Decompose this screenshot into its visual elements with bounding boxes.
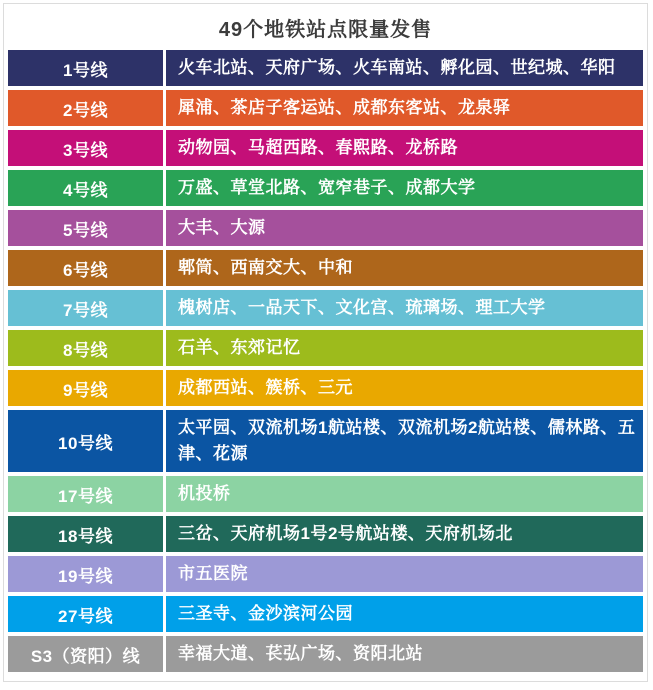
line-label: 4号线 (8, 170, 163, 206)
table-row (8, 410, 643, 472)
page-title: 49个地铁站点限量发售 (218, 18, 433, 41)
line-label: 6号线 (8, 250, 163, 286)
stations-text: 火车北站、天府广场、火车南站、孵化园、世纪城、华阳 (166, 50, 643, 86)
metro-lines-table (8, 50, 643, 672)
table-row (8, 516, 643, 552)
table-row (8, 130, 643, 166)
table-row (8, 476, 643, 512)
line-label: S3（资阳）线 (8, 636, 163, 672)
line-label: 3号线 (8, 130, 163, 166)
stations-text: 机投桥 (166, 476, 643, 512)
stations-text: 幸福大道、苌弘广场、资阳北站 (166, 636, 643, 672)
metro-limited-sale-card (3, 3, 648, 682)
line-label: 8号线 (8, 330, 163, 366)
stations-text: 石羊、东郊记忆 (166, 330, 643, 366)
line-label: 5号线 (8, 210, 163, 246)
stations-text: 三岔、天府机场1号2号航站楼、天府机场北 (166, 516, 643, 552)
line-label: 7号线 (8, 290, 163, 326)
table-row (8, 90, 643, 126)
stations-text: 万盛、草堂北路、宽窄巷子、成都大学 (166, 170, 643, 206)
stations-text: 犀浦、茶店子客运站、成都东客站、龙泉驿 (166, 90, 643, 126)
table-row (8, 556, 643, 592)
table-row (8, 170, 643, 206)
line-label: 2号线 (8, 90, 163, 126)
table-row (8, 370, 643, 406)
table-row (8, 636, 643, 672)
table-row (8, 250, 643, 286)
table-row (8, 290, 643, 326)
line-label: 19号线 (8, 556, 163, 592)
stations-text: 动物园、马超西路、春熙路、龙桥路 (166, 130, 643, 166)
table-row (8, 330, 643, 366)
stations-text: 市五医院 (166, 556, 643, 592)
line-label: 1号线 (8, 50, 163, 86)
stations-text: 郫筒、西南交大、中和 (166, 250, 643, 286)
stations-text: 大丰、大源 (166, 210, 643, 246)
stations-text: 太平园、双流机场1航站楼、双流机场2航站楼、儒林路、五津、花源 (166, 410, 643, 472)
line-label: 10号线 (8, 410, 163, 472)
stations-text: 三圣寺、金沙滨河公园 (166, 596, 643, 632)
line-label: 18号线 (8, 516, 163, 552)
table-row (8, 50, 643, 86)
line-label: 9号线 (8, 370, 163, 406)
line-label: 17号线 (8, 476, 163, 512)
stations-text: 槐树店、一品天下、文化宫、琉璃场、理工大学 (166, 290, 643, 326)
stations-text: 成都西站、簇桥、三元 (166, 370, 643, 406)
table-row (8, 210, 643, 246)
line-label: 27号线 (8, 596, 163, 632)
table-row (8, 596, 643, 632)
